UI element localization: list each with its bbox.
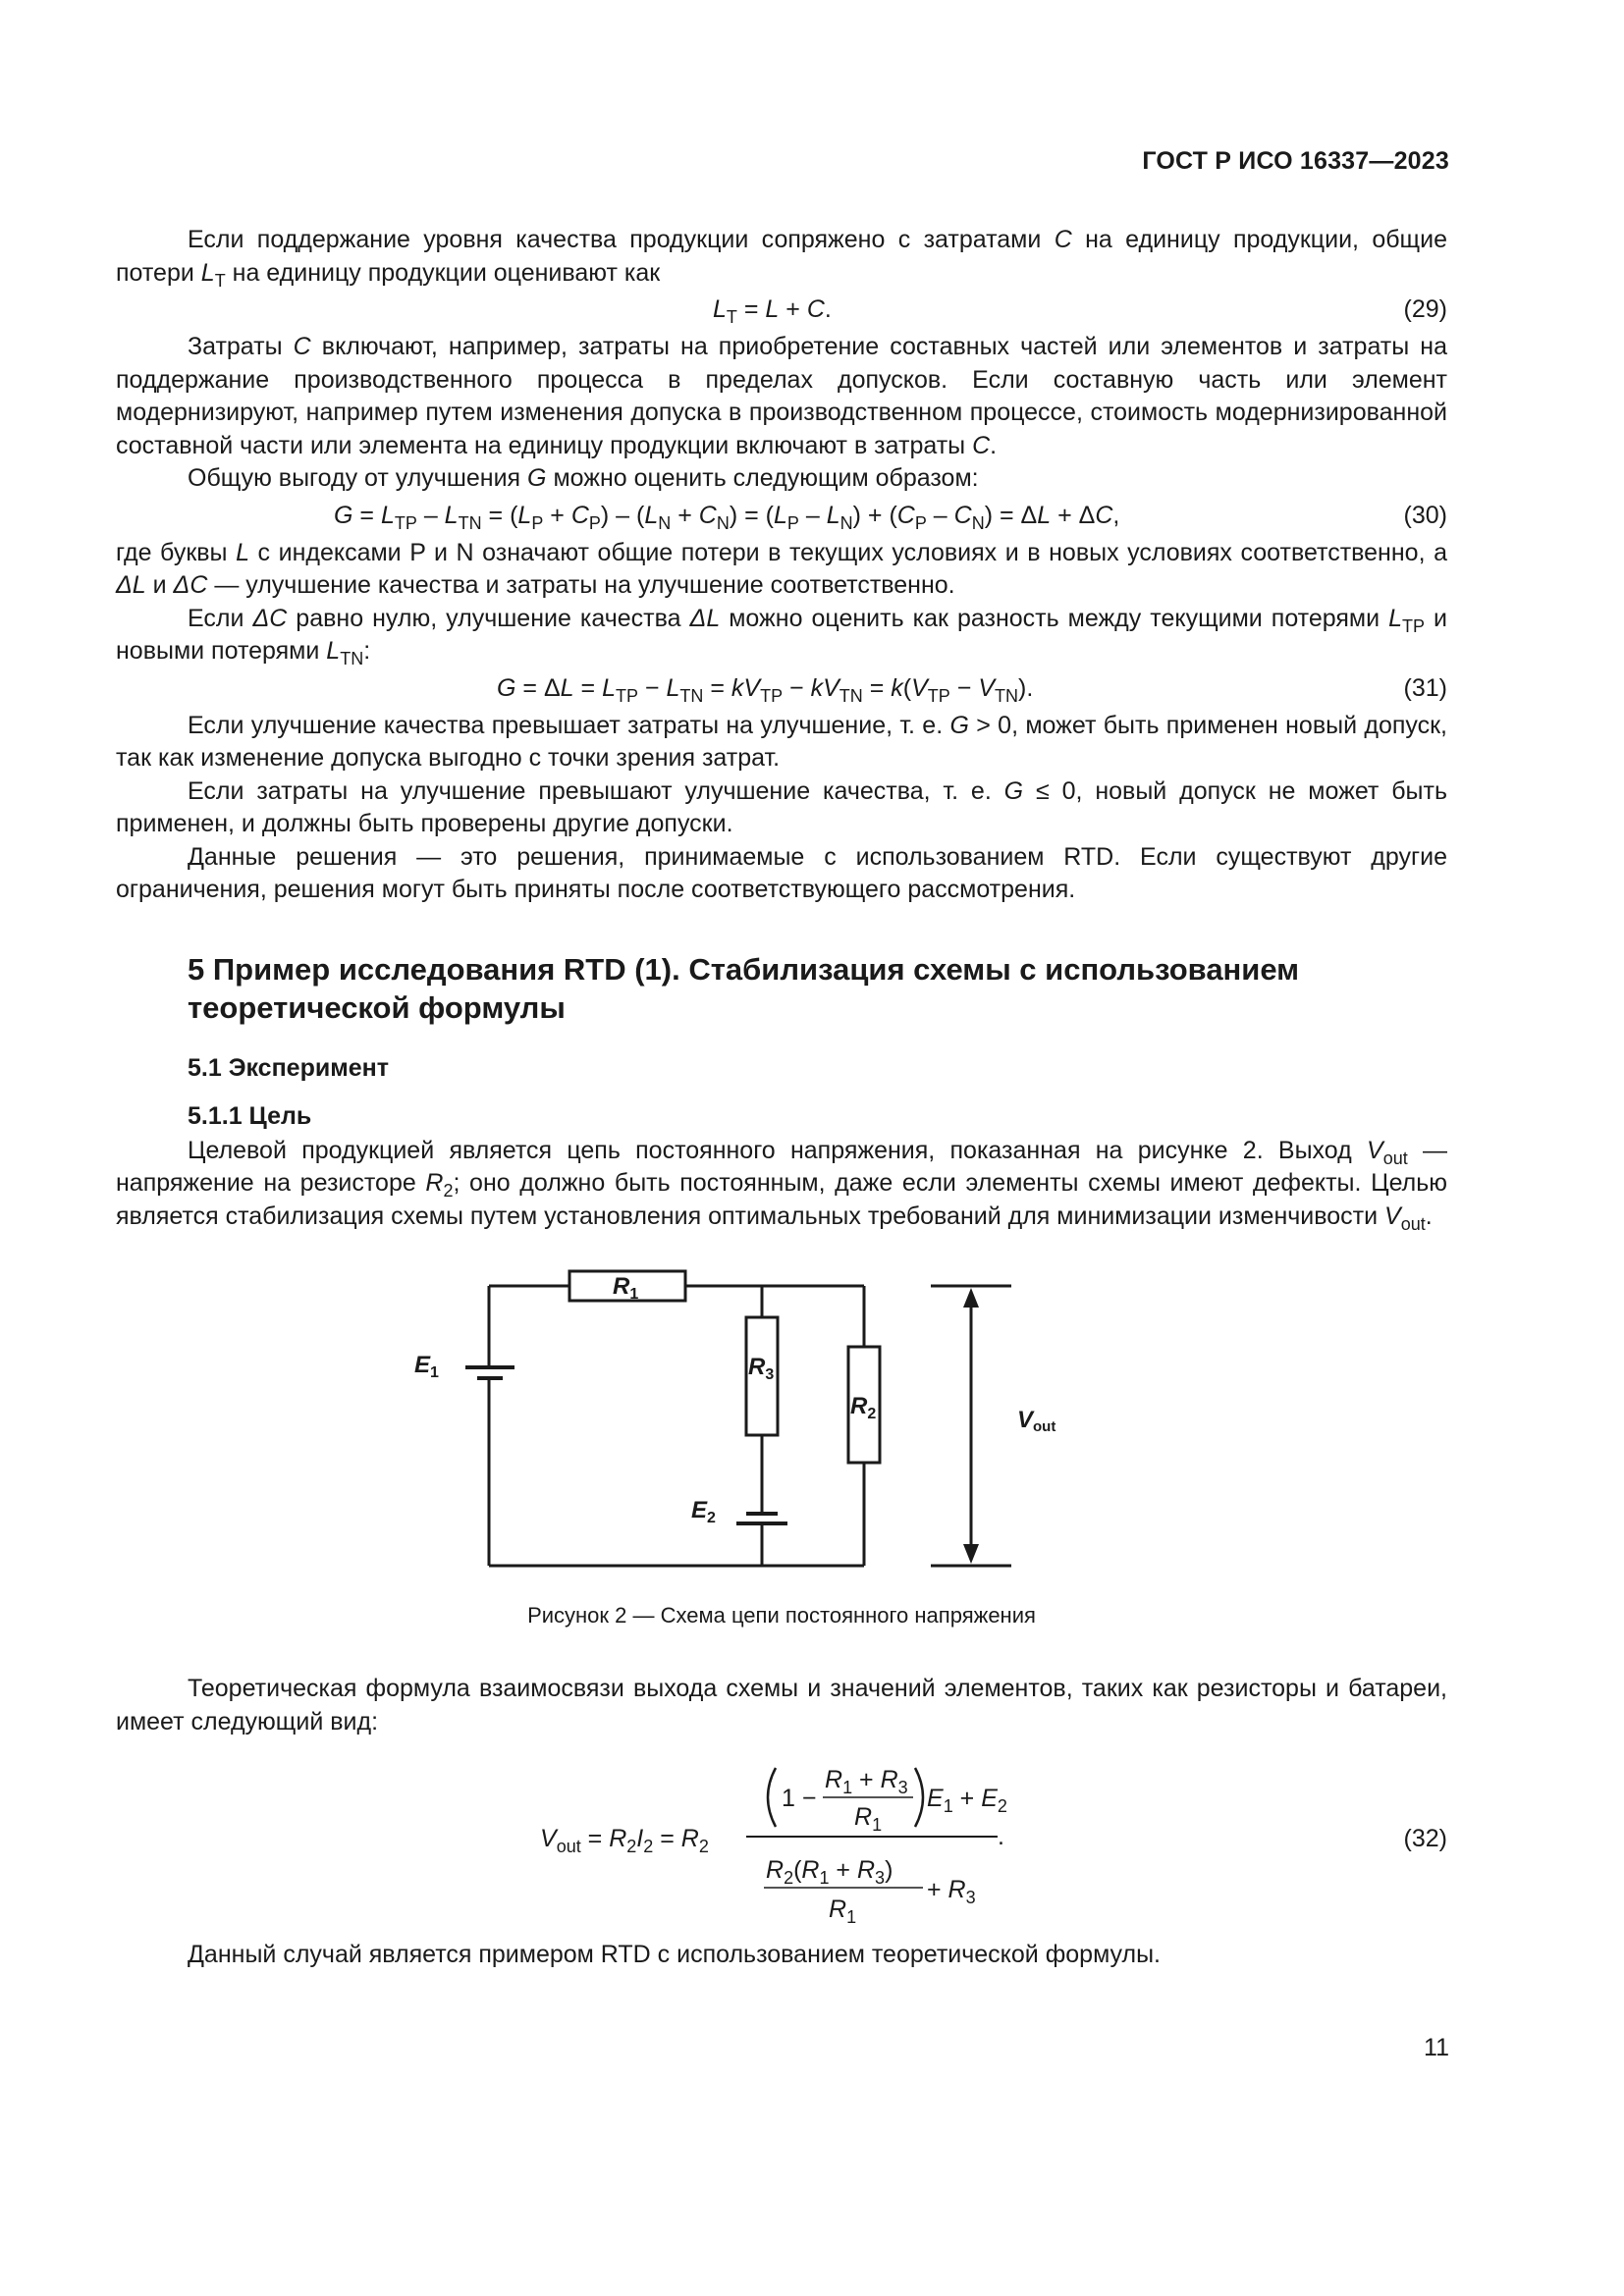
page-content: [116, 224, 1447, 1972]
text: ; оно должно быть постоянным, даже если элементы схемы имеют дефекты. Целью является стабилизация схемы путем установления оптимальных требований для минимизации изменчивости: [116, 1169, 1448, 1230]
op: =: [703, 673, 731, 702]
text: Если поддержание уровня качества продукции сопряжено с затратами: [188, 226, 1055, 253]
text: — улучшение качества и затраты на улучшение соответственно.: [207, 571, 955, 599]
var-delta-l: ΔL: [116, 571, 146, 599]
paragraph-negative-g: [116, 775, 1447, 841]
subscript: P: [531, 512, 544, 533]
var: L: [1388, 604, 1402, 632]
var-g: G: [949, 711, 969, 739]
subscript: TN: [458, 512, 482, 533]
eq32-one-minus: 1 −: [782, 1785, 817, 1812]
equation-31: [116, 668, 1447, 710]
label-vout: Vout: [1017, 1407, 1056, 1435]
subscript: TN: [839, 685, 863, 706]
paragraph-benefit: [116, 462, 1447, 496]
subscript: T: [214, 270, 226, 291]
op: =: [737, 501, 766, 529]
op: Δ: [1078, 501, 1096, 529]
var: C: [1095, 501, 1113, 529]
section-5-heading: 5 Пример исследования RTD (1). Стабилизация схемы с использованием теоретической формулы: [188, 951, 1300, 1025]
equation-30: [116, 496, 1447, 537]
op: (: [765, 501, 774, 529]
var-l: L: [765, 295, 780, 323]
paragraph-where: [116, 537, 1447, 603]
op: Δ: [1020, 501, 1038, 529]
op: =: [481, 501, 511, 529]
text: включают, например, затраты на приобретение составных частей или элементов и затраты на поддержание производственного процесса в пределах допусков. Если составную часть или элемент модернизируют, например путем изменения допуска в производственном процессе, стоимость модернизированной составной части или элемента на единицу продукции включают в затраты: [116, 333, 1448, 459]
var: ΔC: [252, 604, 288, 632]
circuit-diagram: [410, 1256, 1157, 1590]
subscript: N: [658, 512, 672, 533]
subscript: N: [839, 512, 853, 533]
op: ): [600, 501, 610, 529]
var: G: [334, 501, 353, 529]
arrow-up-icon: [963, 1288, 979, 1308]
var: k: [891, 673, 903, 702]
text: можно оценить как разность между текущими потерями: [720, 604, 1389, 632]
subscript: out: [1382, 1148, 1408, 1168]
op: ): [729, 501, 738, 529]
eq32-period: .: [998, 1823, 1004, 1850]
arrow-down-icon: [963, 1544, 979, 1564]
eq32-e-terms: $E_1 + E_2$: [927, 1785, 1007, 1816]
equation-31-expression: [497, 672, 1033, 706]
var-l: L: [713, 295, 727, 323]
subscript: P: [588, 512, 601, 533]
op: ): [984, 501, 994, 529]
var: L: [773, 501, 787, 529]
paragraph-conclusion: Данный случай является примером RTD с использованием теоретической формулы.: [188, 1941, 1162, 1968]
text: Если улучшение качества превышает затраты на улучшение, т. е.: [188, 711, 950, 739]
op: (: [902, 673, 912, 702]
subscript: TP: [927, 685, 950, 706]
var-delta-c: ΔC: [173, 571, 208, 599]
var: L: [560, 673, 574, 702]
op: +: [1051, 501, 1079, 529]
equation-number: (29): [1403, 295, 1447, 323]
paragraph-if-zero: [116, 603, 1447, 668]
op: +: [860, 501, 890, 529]
var: G: [497, 673, 516, 702]
text: и: [145, 571, 174, 599]
text: > 0, может быть применен новый допуск, так как изменение допуска выгодно с точки зрения затрат.: [116, 711, 1447, 772]
var: C: [896, 501, 915, 529]
text: и новыми потерями: [116, 604, 1447, 665]
eq32-lhs: $V_{out} = R_2I_2 = R_2$: [540, 1825, 709, 1856]
subsection-5-1-heading: 5.1 Эксперимент: [188, 1053, 389, 1082]
paragraph-decisions: Данные решения — это решения, принимаемые с использованием RTD. Если существуют другие ограничения, решения могут быть приняты после соответствующего рассмотрения.: [116, 842, 1447, 903]
circuit-svg: [410, 1256, 1157, 1590]
op: −: [783, 673, 811, 702]
eq32-inner-denominator: $R_1$: [854, 1803, 883, 1835]
subscript: 2: [443, 1180, 454, 1201]
op: Δ: [543, 673, 561, 702]
equation-number: (32): [1403, 1825, 1447, 1852]
var: L: [602, 673, 616, 702]
var: C: [698, 501, 717, 529]
text: можно оценить следующим образом:: [546, 464, 979, 492]
text: Целевой продукцией является цепь постоянного напряжения, показанная на рисунке 2. Выход: [188, 1136, 1367, 1164]
op: =: [736, 295, 766, 323]
var: L: [666, 673, 680, 702]
op: =: [573, 673, 603, 702]
text: на единицу продукции оценивают как: [225, 258, 661, 287]
subsection-5-1-1-heading: 5.1.1 Цель: [188, 1101, 312, 1130]
eq32-denominator-top: $R_2(R_1 + R_3)$: [766, 1856, 893, 1888]
var: R: [425, 1169, 444, 1197]
op: ): [1018, 673, 1027, 702]
page-number: 11: [1424, 2034, 1449, 2061]
eq32-denominator-bottom: $R_1$: [829, 1896, 857, 1927]
op: ,: [1112, 501, 1120, 529]
var: V: [743, 673, 761, 702]
op: =: [993, 501, 1021, 529]
op: +: [779, 295, 807, 323]
op: .: [1026, 673, 1034, 702]
var: L: [1037, 501, 1052, 529]
eq32-left-paren: [768, 1768, 776, 1827]
equation-29: [116, 290, 1447, 331]
text: Затраты: [188, 333, 294, 360]
text: .: [990, 431, 998, 459]
equation-number: (31): [1403, 673, 1447, 702]
op: ): [852, 501, 861, 529]
subscript: P: [786, 512, 799, 533]
paragraph-total-loss: [116, 224, 1447, 290]
var: V: [1367, 1136, 1383, 1164]
equation-number: (30): [1403, 501, 1447, 529]
subscript: out: [1400, 1213, 1426, 1234]
text: — напряжение на резисторе: [116, 1136, 1447, 1197]
equation-32-svg: [116, 1742, 1007, 1939]
var: k: [810, 673, 824, 702]
subscript: TP: [615, 685, 638, 706]
op: –: [798, 501, 827, 529]
subscript: N: [716, 512, 730, 533]
var: V: [978, 673, 995, 702]
eq32-plus-r3: + $R_3$: [927, 1876, 976, 1907]
text: где буквы: [116, 538, 237, 566]
op: −: [637, 673, 667, 702]
equation-32: [116, 1742, 1447, 1939]
op: =: [515, 673, 544, 702]
text: Если: [188, 604, 253, 632]
var: V: [911, 673, 928, 702]
op: (: [636, 501, 645, 529]
var: k: [731, 673, 744, 702]
op: =: [352, 501, 381, 529]
subscript: P: [914, 512, 927, 533]
op: +: [671, 501, 699, 529]
subscript: TN: [995, 685, 1018, 706]
text: Если затраты на улучшение превышают улучшение качества, т. е.: [188, 776, 1004, 805]
op: (: [510, 501, 518, 529]
op: .: [824, 295, 832, 323]
op: –: [926, 501, 954, 529]
text: равно нулю, улучшение качества: [287, 604, 690, 632]
text: Общую выгоду от улучшения: [188, 464, 528, 492]
label-e1: $E_1$: [414, 1352, 439, 1381]
eq32-inner-numerator: $R_1 + R_3$: [825, 1766, 908, 1797]
var-g: G: [527, 464, 547, 492]
var: L: [380, 501, 395, 529]
var-g: G: [1003, 776, 1024, 805]
op: –: [609, 501, 637, 529]
var: L: [444, 501, 459, 529]
label-r1: $R_1$: [613, 1273, 639, 1303]
equation-30-expression: [334, 500, 1119, 533]
text: :: [363, 637, 371, 665]
subscript: T: [726, 306, 737, 327]
eq32-right-paren: [915, 1768, 923, 1827]
var-c: C: [1054, 226, 1072, 253]
paragraph-positive-g: [116, 710, 1447, 775]
var: L: [644, 501, 659, 529]
paragraph-formula-intro: Теоретическая формула взаимосвязи выхода схемы и значений элементов, таких как резисторы и батареи, имеет следующий вид:: [116, 1675, 1447, 1735]
text: .: [1425, 1201, 1433, 1230]
var-l: L: [200, 258, 215, 287]
label-r2: $R_2$: [850, 1393, 877, 1422]
op: =: [862, 673, 892, 702]
var: L: [826, 501, 840, 529]
figure-caption: Рисунок 2 — Схема цепи постоянного напряжения: [527, 1603, 1036, 1628]
op: −: [949, 673, 979, 702]
subscript: TP: [394, 512, 417, 533]
subscript: TP: [760, 685, 784, 706]
text: на единицу продукции, общие потери: [116, 226, 1447, 287]
document-code: ГОСТ Р ИСО 16337—2023: [1142, 147, 1449, 175]
paragraph-costs: [116, 331, 1447, 462]
text: с индексами P и N означают общие потери в текущих условиях и в новых условиях соответственно, а: [248, 538, 1447, 566]
var-c: C: [293, 333, 311, 360]
subscript: TN: [679, 685, 704, 706]
var-l: L: [236, 538, 249, 566]
var: ΔL: [689, 604, 721, 632]
var: L: [326, 637, 341, 665]
var: C: [953, 501, 972, 529]
text: ≤ 0, новый допуск не может быть применен, и должны быть проверены другие допуски.: [116, 776, 1447, 837]
var: C: [570, 501, 589, 529]
label-e2: $E_2$: [691, 1497, 716, 1526]
var: L: [517, 501, 532, 529]
subscript: TN: [340, 648, 364, 668]
equation-29-expression: [713, 294, 832, 327]
op: –: [416, 501, 445, 529]
op: +: [543, 501, 571, 529]
subscript: TP: [1401, 615, 1425, 636]
paragraph-goal: [116, 1135, 1447, 1234]
op: (: [889, 501, 897, 529]
var-c: C: [806, 295, 825, 323]
var: V: [823, 673, 839, 702]
var: V: [1384, 1201, 1401, 1230]
label-r3: $R_3$: [748, 1354, 775, 1383]
var-c: C: [972, 431, 991, 459]
subscript: N: [971, 512, 985, 533]
